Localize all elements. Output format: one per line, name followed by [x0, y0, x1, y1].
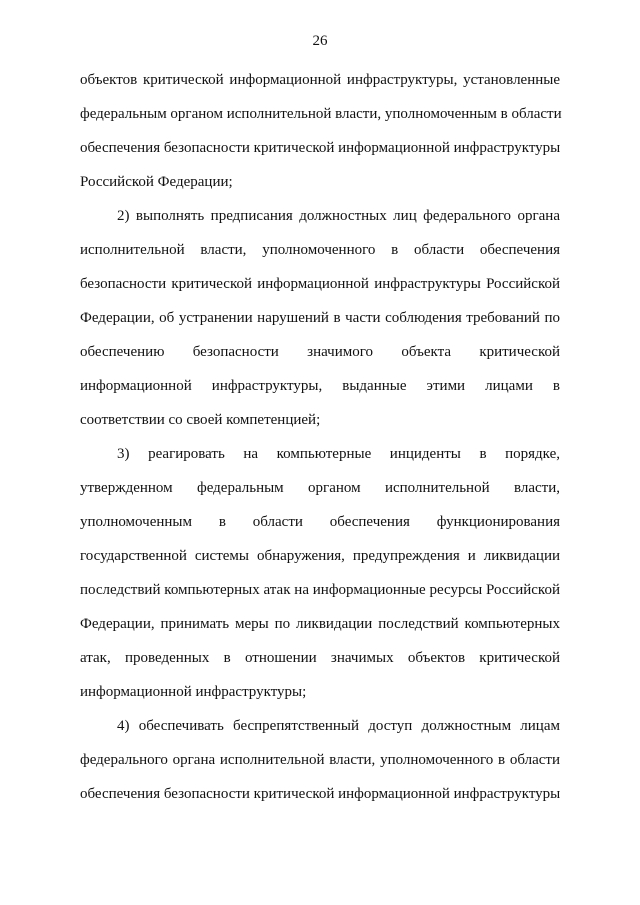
text-line: федерального органа исполнительной власти, уполномоченного в области	[80, 752, 560, 768]
text-line: 3) реагировать на компьютерные инциденты в порядке,	[117, 446, 560, 462]
text-line: Российской Федерации;	[80, 174, 233, 190]
text-line: информационной инфраструктуры, выданные этими лицами в	[80, 378, 560, 394]
text-line: обеспечения безопасности критической информационной инфраструктуры	[80, 786, 561, 802]
text-line: Федерации, принимать меры по ликвидации последствий компьютерных	[80, 616, 560, 632]
text-line: государственной системы обнаружения, предупреждения и ликвидации	[80, 548, 560, 564]
text-line: уполномоченным в области обеспечения функционирования	[80, 514, 560, 530]
text-line: федеральным органом исполнительной власти, уполномоченным в области	[80, 106, 562, 122]
text-line: объектов критической информационной инфраструктуры, установленные	[80, 72, 560, 88]
text-line: соответствии со своей компетенцией;	[80, 412, 321, 428]
text-line: последствий компьютерных атак на информационные ресурсы Российской	[80, 582, 560, 598]
text-line: атак, проведенных в отношении значимых объектов критической	[80, 650, 560, 666]
text-line: обеспечения безопасности критической информационной инфраструктуры	[80, 140, 561, 156]
text-line: исполнительной власти, уполномоченного в области обеспечения	[80, 242, 560, 258]
text-line: 4) обеспечивать беспрепятственный доступ должностным лицам	[117, 718, 560, 734]
text-line: информационной инфраструктуры;	[80, 684, 307, 700]
text-line: безопасности критической информационной инфраструктуры Российской	[80, 276, 560, 292]
page-number: 26	[312, 33, 328, 49]
text-line: утвержденном федеральным органом исполнительной власти,	[80, 480, 560, 496]
text-line: 2) выполнять предписания должностных лиц федерального органа	[117, 208, 560, 224]
text-line: Федерации, об устранении нарушений в части соблюдения требований по	[80, 310, 560, 326]
text-line: обеспечению безопасности значимого объекта критической	[80, 344, 560, 360]
